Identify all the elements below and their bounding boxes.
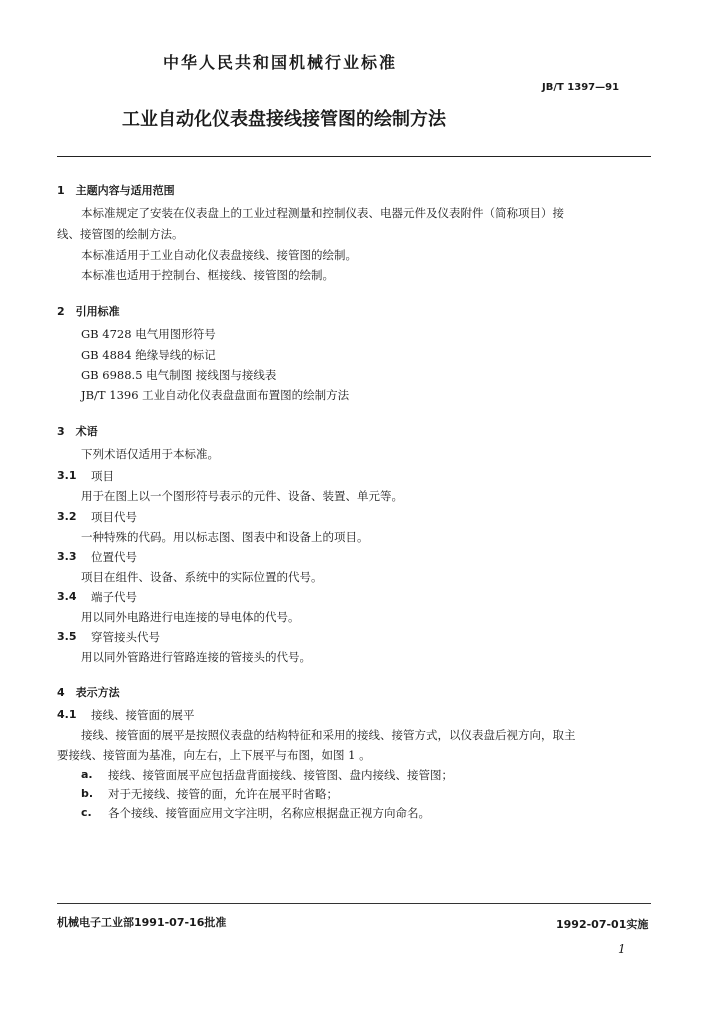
section-4-paragraph-cont: 要接线、接管面为基准，向左右，上下展平与布图，如图 1 。	[57, 748, 371, 762]
document-title: 工业自动化仪表盘接线接管图的绘制方法	[122, 109, 446, 130]
section-3-heading: 3 术语	[57, 425, 98, 438]
section-1-paragraph-1: 本标准规定了安装在仪表盘上的工业过程测量和控制仪表、电器元件及仪表附件（简称项目）接	[81, 206, 564, 220]
section-4-paragraph: 接线、接管面的展平是按照仪表盘的结构特征和采用的接线、接管方式，以仪表盘后视方向，取主	[81, 728, 576, 742]
section-4-heading: 4 表示方法	[57, 686, 120, 699]
list-marker: a.	[81, 768, 93, 781]
term-definition: 用以同外电路进行电连接的导电体的代号。	[81, 610, 300, 624]
list-marker: c.	[81, 806, 92, 819]
term-number: 3.2	[57, 510, 77, 523]
term-number: 3.5	[57, 630, 77, 643]
reference-item: JB/T 1396 工业自动化仪表盘盘面布置图的绘制方法	[81, 388, 350, 402]
section-3-intro: 下列术语仅适用于本标准。	[81, 447, 219, 461]
term-definition: 用以同外管路进行管路连接的管接头的代号。	[81, 650, 311, 664]
reference-item: GB 4884 绝缘导线的标记	[81, 348, 216, 362]
term-definition: 项目在组件、设备、系统中的实际位置的代号。	[81, 570, 323, 584]
section-1-paragraph-1-cont: 线、接管图的绘制方法。	[57, 227, 184, 241]
subsection-number: 4.1	[57, 708, 77, 721]
term-name: 项目代号	[91, 510, 137, 524]
effective-date: 1992-07-01实施	[556, 918, 649, 931]
page-number: 1	[618, 942, 626, 956]
list-item: 对于无接线、接管的面，允许在展平时省略；	[108, 787, 338, 801]
term-name: 项目	[91, 469, 114, 483]
list-item: 接线、接管面展平应包括盘背面接线、接管图、盘内接线、接管图；	[108, 768, 453, 782]
standard-code: JB/T 1397—91	[542, 82, 620, 93]
reference-item: GB 6988.5 电气制图 接线图与接线表	[81, 368, 277, 382]
subsection-title: 接线、接管面的展平	[91, 708, 195, 722]
term-name: 穿管接头代号	[91, 630, 160, 644]
term-number: 3.4	[57, 590, 77, 603]
term-definition: 一种特殊的代码。用以标志图、图表中和设备上的项目。	[81, 530, 369, 544]
section-1-paragraph-3: 本标准也适用于控制台、框接线、接管图的绘制。	[81, 268, 334, 282]
section-1-heading: 1 主题内容与适用范围	[57, 184, 175, 197]
term-name: 位置代号	[91, 550, 137, 564]
term-number: 3.3	[57, 550, 77, 563]
term-number: 3.1	[57, 469, 77, 482]
list-item: 各个接线、接管面应用文字注明，名称应根据盘正视方向命名。	[108, 806, 430, 820]
list-marker: b.	[81, 787, 94, 800]
approval-date: 机械电子工业部1991-07-16批准	[57, 916, 227, 929]
reference-item: GB 4728 电气用图形符号	[81, 327, 216, 341]
header-divider	[57, 156, 651, 157]
section-1-paragraph-2: 本标准适用于工业自动化仪表盘接线、接管图的绘制。	[81, 248, 357, 262]
footer-divider	[57, 903, 651, 904]
section-2-heading: 2 引用标准	[57, 305, 120, 318]
term-definition: 用于在图上以一个图形符号表示的元件、设备、装置、单元等。	[81, 489, 403, 503]
term-name: 端子代号	[91, 590, 137, 604]
issuing-organization: 中华人民共和国机械行业标准	[163, 53, 398, 72]
